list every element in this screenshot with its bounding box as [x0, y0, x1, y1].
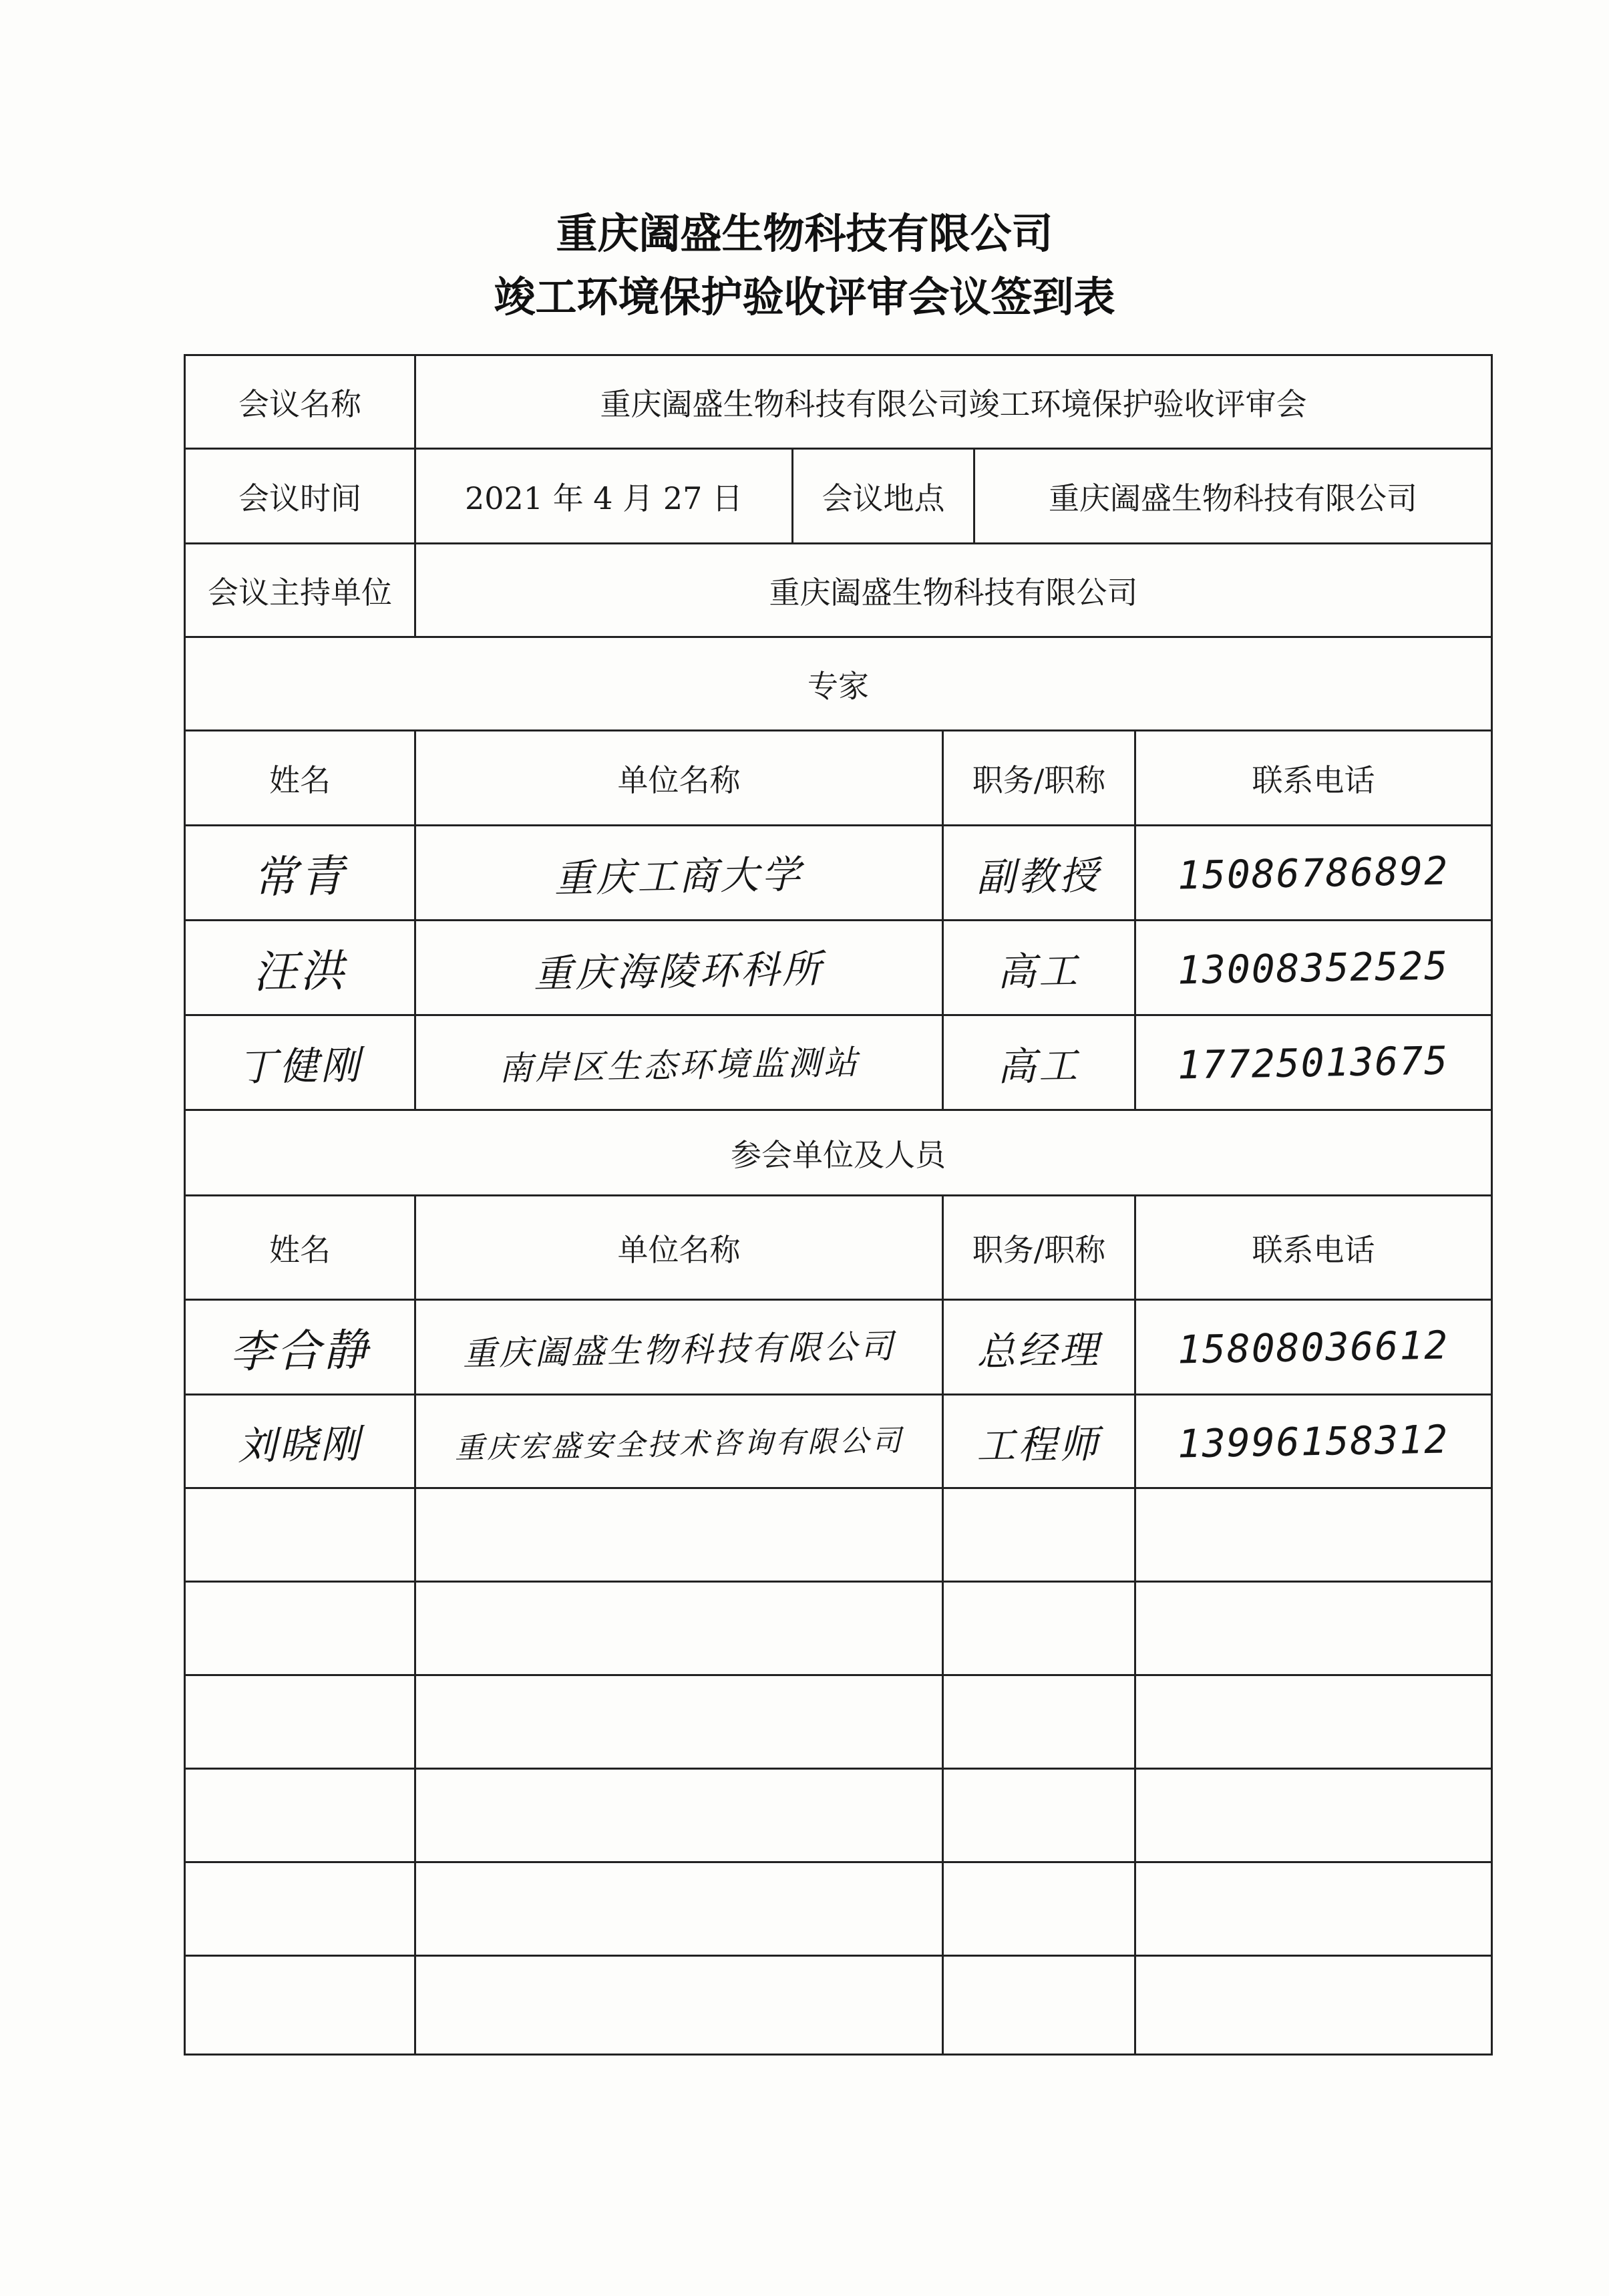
col-header-name: 姓名	[186, 1196, 416, 1299]
attendee-row	[186, 1396, 1491, 1489]
attendee-name-cell	[186, 1863, 416, 1955]
meeting-place-value: 重庆阖盛生物科技有限公司	[1049, 480, 1417, 516]
signature-phone: 13996158312	[1177, 1416, 1450, 1467]
signature-title: 工程师	[976, 1420, 1102, 1469]
experts-column-headers	[186, 731, 1491, 826]
col-header-unit: 单位名称	[416, 1196, 944, 1299]
meeting-time-row	[186, 450, 1491, 544]
meeting-time-value: 2021 年 4 月 27 日	[416, 450, 793, 542]
signature-name: 汪洪	[252, 945, 347, 999]
attendee-phone-cell	[1136, 1583, 1491, 1674]
attendee-row	[186, 1863, 1491, 1957]
document-subtitle: 竣工环境保护验收评审会议签到表	[494, 273, 1115, 321]
meeting-host-value: 重庆阖盛生物科技有限公司	[769, 574, 1138, 611]
attendee-name-cell	[186, 1770, 416, 1861]
attendee-title-cell	[944, 1676, 1136, 1768]
meeting-time-label: 会议时间	[186, 450, 416, 542]
signature-phone: 17725013675	[1177, 1037, 1450, 1088]
experts-section-header	[186, 638, 1491, 731]
attendee-row	[186, 1957, 1491, 2054]
signature-name: 李合静	[229, 1324, 371, 1378]
attendee-phone-cell	[1136, 1676, 1491, 1768]
meeting-host-label: 会议主持单位	[186, 544, 416, 636]
signature-phone: 15086786892	[1177, 847, 1450, 898]
meeting-name-row	[186, 356, 1491, 450]
attendees-column-headers	[186, 1196, 1491, 1301]
signature-phone: 13008352525	[1177, 942, 1450, 993]
signature-title: 总经理	[976, 1326, 1102, 1375]
col-header-phone: 联系电话	[1252, 762, 1375, 798]
attendee-name-cell	[186, 1957, 416, 2054]
meeting-name-label: 会议名称	[186, 356, 416, 448]
attendee-unit-cell	[416, 1676, 944, 1768]
attendee-phone-cell	[1136, 1863, 1491, 1955]
attendee-row	[186, 1489, 1491, 1583]
meeting-host-row	[186, 544, 1491, 638]
signature-title: 副教授	[976, 852, 1102, 900]
expert-row	[186, 826, 1491, 921]
attendee-name-cell	[186, 1489, 416, 1581]
attendee-phone-cell	[1136, 1770, 1491, 1861]
attendee-name-cell	[186, 1676, 416, 1768]
attendee-phone-cell	[1136, 1957, 1491, 2054]
attendee-title-cell	[944, 1770, 1136, 1861]
signature-name: 常青	[252, 850, 347, 904]
attendee-unit-cell	[416, 1770, 944, 1861]
attendee-title-cell	[944, 1583, 1136, 1674]
signature-unit: 南岸区生态环境监测站	[498, 1042, 860, 1088]
attendees-section-label: 参会单位及人员	[731, 1136, 946, 1173]
signature-phone: 15808036612	[1177, 1321, 1450, 1373]
col-header-name: 姓名	[186, 731, 416, 824]
attendee-name-cell	[186, 1583, 416, 1674]
col-header-title: 职务/职称	[944, 731, 1136, 824]
signature-title: 高工	[997, 1042, 1081, 1090]
attendee-phone-cell	[1136, 1489, 1491, 1581]
attendee-unit-cell	[416, 1489, 944, 1581]
attendee-row	[186, 1770, 1491, 1863]
col-header-title: 职务/职称	[944, 1196, 1136, 1299]
signature-unit: 重庆宏盛安全技术咨询有限公司	[454, 1423, 904, 1466]
attendees-section-header	[186, 1111, 1491, 1196]
attendee-row	[186, 1301, 1491, 1396]
attendee-title-cell	[944, 1489, 1136, 1581]
signature-title: 高工	[997, 947, 1081, 995]
meeting-name-value: 重庆阖盛生物科技有限公司竣工环境保护验收评审会	[600, 385, 1307, 422]
sign-in-table	[184, 354, 1493, 2056]
attendee-title-cell	[944, 1957, 1136, 2054]
attendee-unit-cell	[416, 1583, 944, 1674]
signature-unit: 重庆工商大学	[554, 851, 804, 901]
attendee-title-cell	[944, 1863, 1136, 1955]
attendee-unit-cell	[416, 1863, 944, 1955]
expert-row	[186, 1016, 1491, 1111]
signature-name: 丁健刚	[237, 1041, 363, 1090]
attendee-row	[186, 1676, 1491, 1770]
col-header-phone: 联系电话	[1252, 1231, 1375, 1268]
experts-section-label: 专家	[808, 667, 869, 704]
document-title: 重庆阖盛生物科技有限公司	[556, 209, 1053, 258]
expert-row	[186, 921, 1491, 1016]
signature-unit: 重庆阖盛生物科技有限公司	[462, 1326, 896, 1373]
signature-name: 刘晓刚	[237, 1420, 363, 1469]
signature-unit: 重庆海陵环科所	[534, 945, 825, 997]
attendee-row	[186, 1583, 1491, 1676]
attendee-unit-cell	[416, 1957, 944, 2054]
col-header-unit: 单位名称	[416, 731, 944, 824]
meeting-place-label: 会议地点	[793, 450, 975, 542]
